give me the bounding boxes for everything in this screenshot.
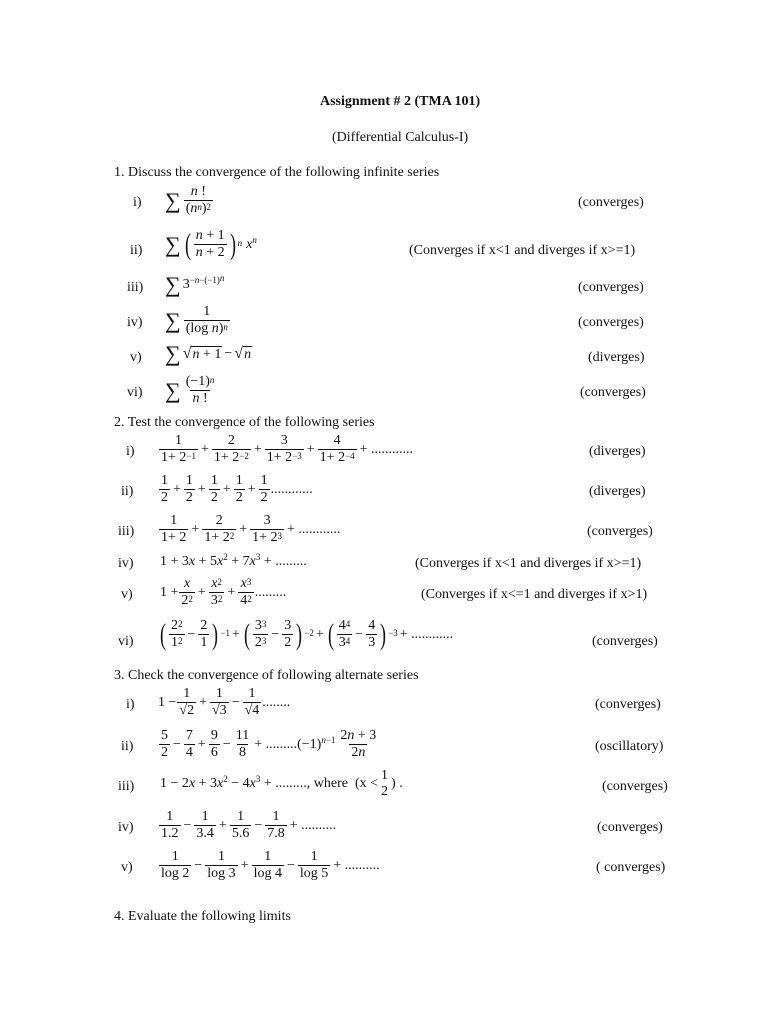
q2-answer-v: (Converges if x<=1 and diverges if x>1) [421, 587, 648, 602]
q1-label-v: v) [130, 350, 142, 365]
q1-expr-ii: ∑ ( $\frac{n + 1}{n + 2}$ ) $^n$ $x^n$ [165, 227, 257, 261]
q1-answer-ii: (Converges if x<1 and diverges if x>=1) [409, 243, 636, 258]
q2-answer-ii: (diverges) [589, 484, 646, 499]
q3-label-iii: iii) [118, 779, 135, 794]
q2-answer-i: (diverges) [589, 444, 646, 459]
q3-expr-iii: $1 - 2x + 3x^2 - 4x^3$ + ........., where (x < 1 2 ) . [160, 768, 403, 799]
q2-label-iii: iii) [118, 524, 135, 539]
q3-label-iv: iv) [118, 820, 134, 835]
q2-expr-vi: ( $\frac{2^2}{1^2}$ − $\frac{2}{1}$ ) $^{-1}$ + ( $\frac{3^3}{2^3}$ − $\frac{3}{2}$ ) $^{-2}$ + ( $\frac{4^4}{3^4}$ − $\frac{4}{3}$ ) $^{-3}$ + ............ [160, 617, 454, 651]
q1-answer-v: (diverges) [588, 350, 645, 365]
q1-label-iv: iv) [127, 315, 143, 330]
q3-answer-v: ( converges) [596, 860, 666, 875]
q2-label-v: v) [121, 587, 133, 602]
q3-expr-iv: $\frac{1}{1.2}$ − $\frac{1}{3.4}$ + $\frac{1}{5.6}$ − $\frac{1}{7.8}$ + .......... [161, 809, 337, 841]
q1-answer-iii: (converges) [578, 280, 644, 295]
q2-heading: 2. Test the convergence of the following series [114, 415, 375, 430]
page-title: Assignment # 2 (TMA 101) [320, 94, 481, 109]
q1-expr-vi: ∑ $\frac{(-1)^n}{n !}$ [165, 374, 215, 406]
q3-expr-i: 1 − $\frac{1}{√2}$ + $\frac{1}{√3}$ − $\frac{1}{√4}$ ........ [158, 686, 291, 718]
q1-label-ii: ii) [130, 243, 143, 258]
q2-expr-i: $\frac{1}{1+ 2^{-1}}$ + $\frac{2}{1+ 2^{-2}}$ + $\frac{3}{1+ 2^{-3}}$ + $\frac{4}{1+ 2^{-4}}$ + ............ [161, 433, 414, 465]
q3-label-i: i) [126, 697, 135, 712]
q3-answer-iv: (converges) [597, 820, 663, 835]
q3-answer-i: (converges) [595, 697, 661, 712]
q1-answer-iv: (converges) [578, 315, 644, 330]
q4-heading: 4. Evaluate the following limits [114, 909, 291, 924]
q3-expr-v: $\frac{1}{\log 2}$ − $\frac{1}{\log 3}$ + $\frac{1}{\log 4}$ − $\frac{1}{\log 5}$ + .......... [161, 849, 380, 881]
q1-label-i: i) [133, 195, 142, 210]
q2-expr-ii: $\frac{1}{2}$ + $\frac{1}{2}$ + $\frac{1}{2}$ + $\frac{1}{2}$ + $\frac{1}{2}$ ............ [161, 473, 313, 505]
q2-answer-vi: (converges) [592, 634, 658, 649]
q1-answer-vi: (converges) [580, 385, 646, 400]
q1-heading: 1. Discuss the convergence of the following infinite series [114, 165, 440, 180]
page-subtitle: (Differential Calculus-I) [332, 130, 469, 145]
q2-label-vi: vi) [118, 634, 134, 649]
q2-label-i: i) [126, 444, 135, 459]
q2-answer-iii: (converges) [587, 524, 653, 539]
q3-heading: 3. Check the convergence of following alternate series [114, 668, 419, 683]
q3-label-v: v) [121, 860, 133, 875]
q1-expr-iii: ∑ $3^{-n-(-1)^n}$ [165, 272, 225, 297]
q1-label-vi: vi) [127, 385, 143, 400]
q3-label-ii: ii) [121, 739, 134, 754]
q1-expr-iv: ∑ $\frac{1}{(\log n)^n}$ [165, 304, 228, 336]
q2-expr-iii: $\frac{1}{1+ 2}$ + $\frac{2}{1+ 2^2}$ + $\frac{3}{1+ 2^3}$ + ............ [161, 513, 341, 545]
q2-label-ii: ii) [121, 484, 134, 499]
q3-answer-iii: (converges) [602, 779, 668, 794]
q1-expr-i: ∑ $\frac{n !}{(n^n)^2}$ [165, 184, 212, 216]
q3-expr-ii: $\frac{5}{2}$ − $\frac{7}{4}$ + $\frac{9}{6}$ − $\frac{11}{8}$ + $.........(-1)^{n-1}$ $\frac{2n + 3}{2n}$ [161, 728, 377, 760]
q2-answer-iv: (Converges if x<1 and diverges if x>=1) [415, 556, 642, 571]
q2-label-iv: iv) [118, 556, 134, 571]
q2-expr-v: 1 + $\frac{x}{2^2}$ + $\frac{x^2}{3^2}$ + $\frac{x^3}{4^2}$ ......... [160, 576, 287, 608]
q1-label-iii: iii) [127, 280, 144, 295]
q1-expr-v: ∑ √ n + 1 − √ n [165, 341, 252, 366]
q3-answer-ii: (oscillatory) [595, 739, 664, 754]
q2-expr-iv: $1 + 3x + 5x^2 + 7x^3$ + ......... [160, 552, 307, 569]
q1-answer-i: (converges) [578, 195, 644, 210]
